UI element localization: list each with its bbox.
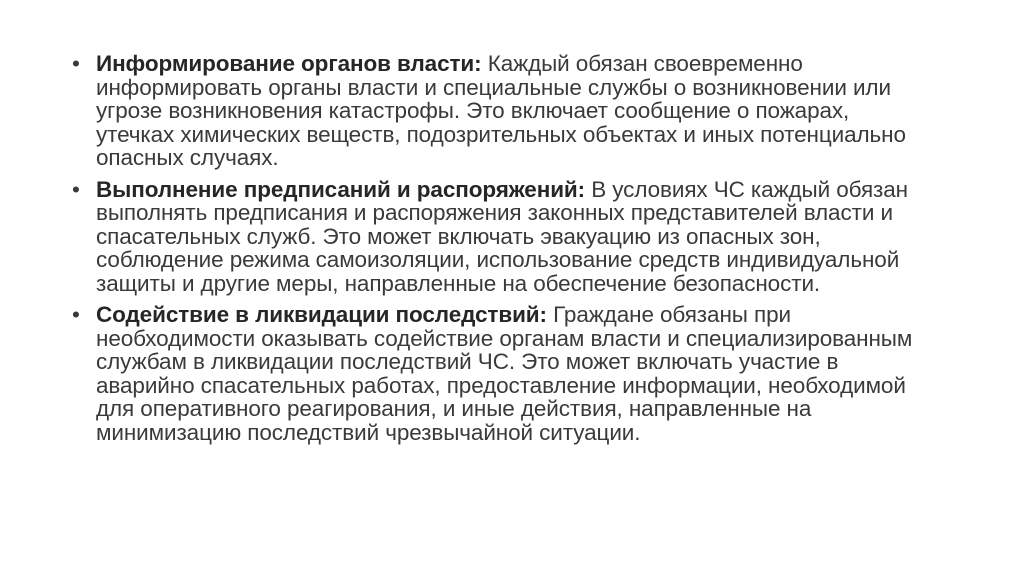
bullet-text: Каждый обязан своевременно информировать органы власти и специальные службы о возникновении или угрозе возникновения катастрофы. Это включает сообщение о пожарах, утечках химических веществ, подозрительных объектах и иных потенциально опасных случаях. xyxy=(96,51,906,170)
bullet-icon: • xyxy=(72,176,80,202)
bullet-item-informing xyxy=(72,52,914,170)
bullet-item-orders xyxy=(72,178,914,296)
bullet-list xyxy=(72,52,914,444)
bullet-icon: • xyxy=(72,51,80,76)
bullet-term: Информирование органов власти: xyxy=(96,51,482,76)
bullet-icon: • xyxy=(72,302,80,327)
bullet-item-assistance xyxy=(72,303,914,444)
bullet-term: Выполнение предписаний и распоряжений: xyxy=(96,176,586,202)
bullet-text: Граждане обязаны при необходимости оказывать содействие органам власти и специализированным службам в ликвидации последствий ЧС. Это может включать участие в аварийно спасательных работах, предоставление информации, необходимой для оперативного реагирования, и иные действия, направленные на минимизацию последствий чрезвычайной ситуации. xyxy=(96,302,913,445)
bullet-term: Содействие в ликвидации последствий: xyxy=(96,302,547,327)
bullet-text: В условиях ЧС каждый обязан выполнять предписания и распоряжения законных представителей власти и спасательных служб. Это может включать эвакуацию из опасных зон, соблюдение режима самоизоляции, использование средств индивидуальной защиты и другие меры, направленные на обеспечение безопасности. xyxy=(96,176,908,296)
